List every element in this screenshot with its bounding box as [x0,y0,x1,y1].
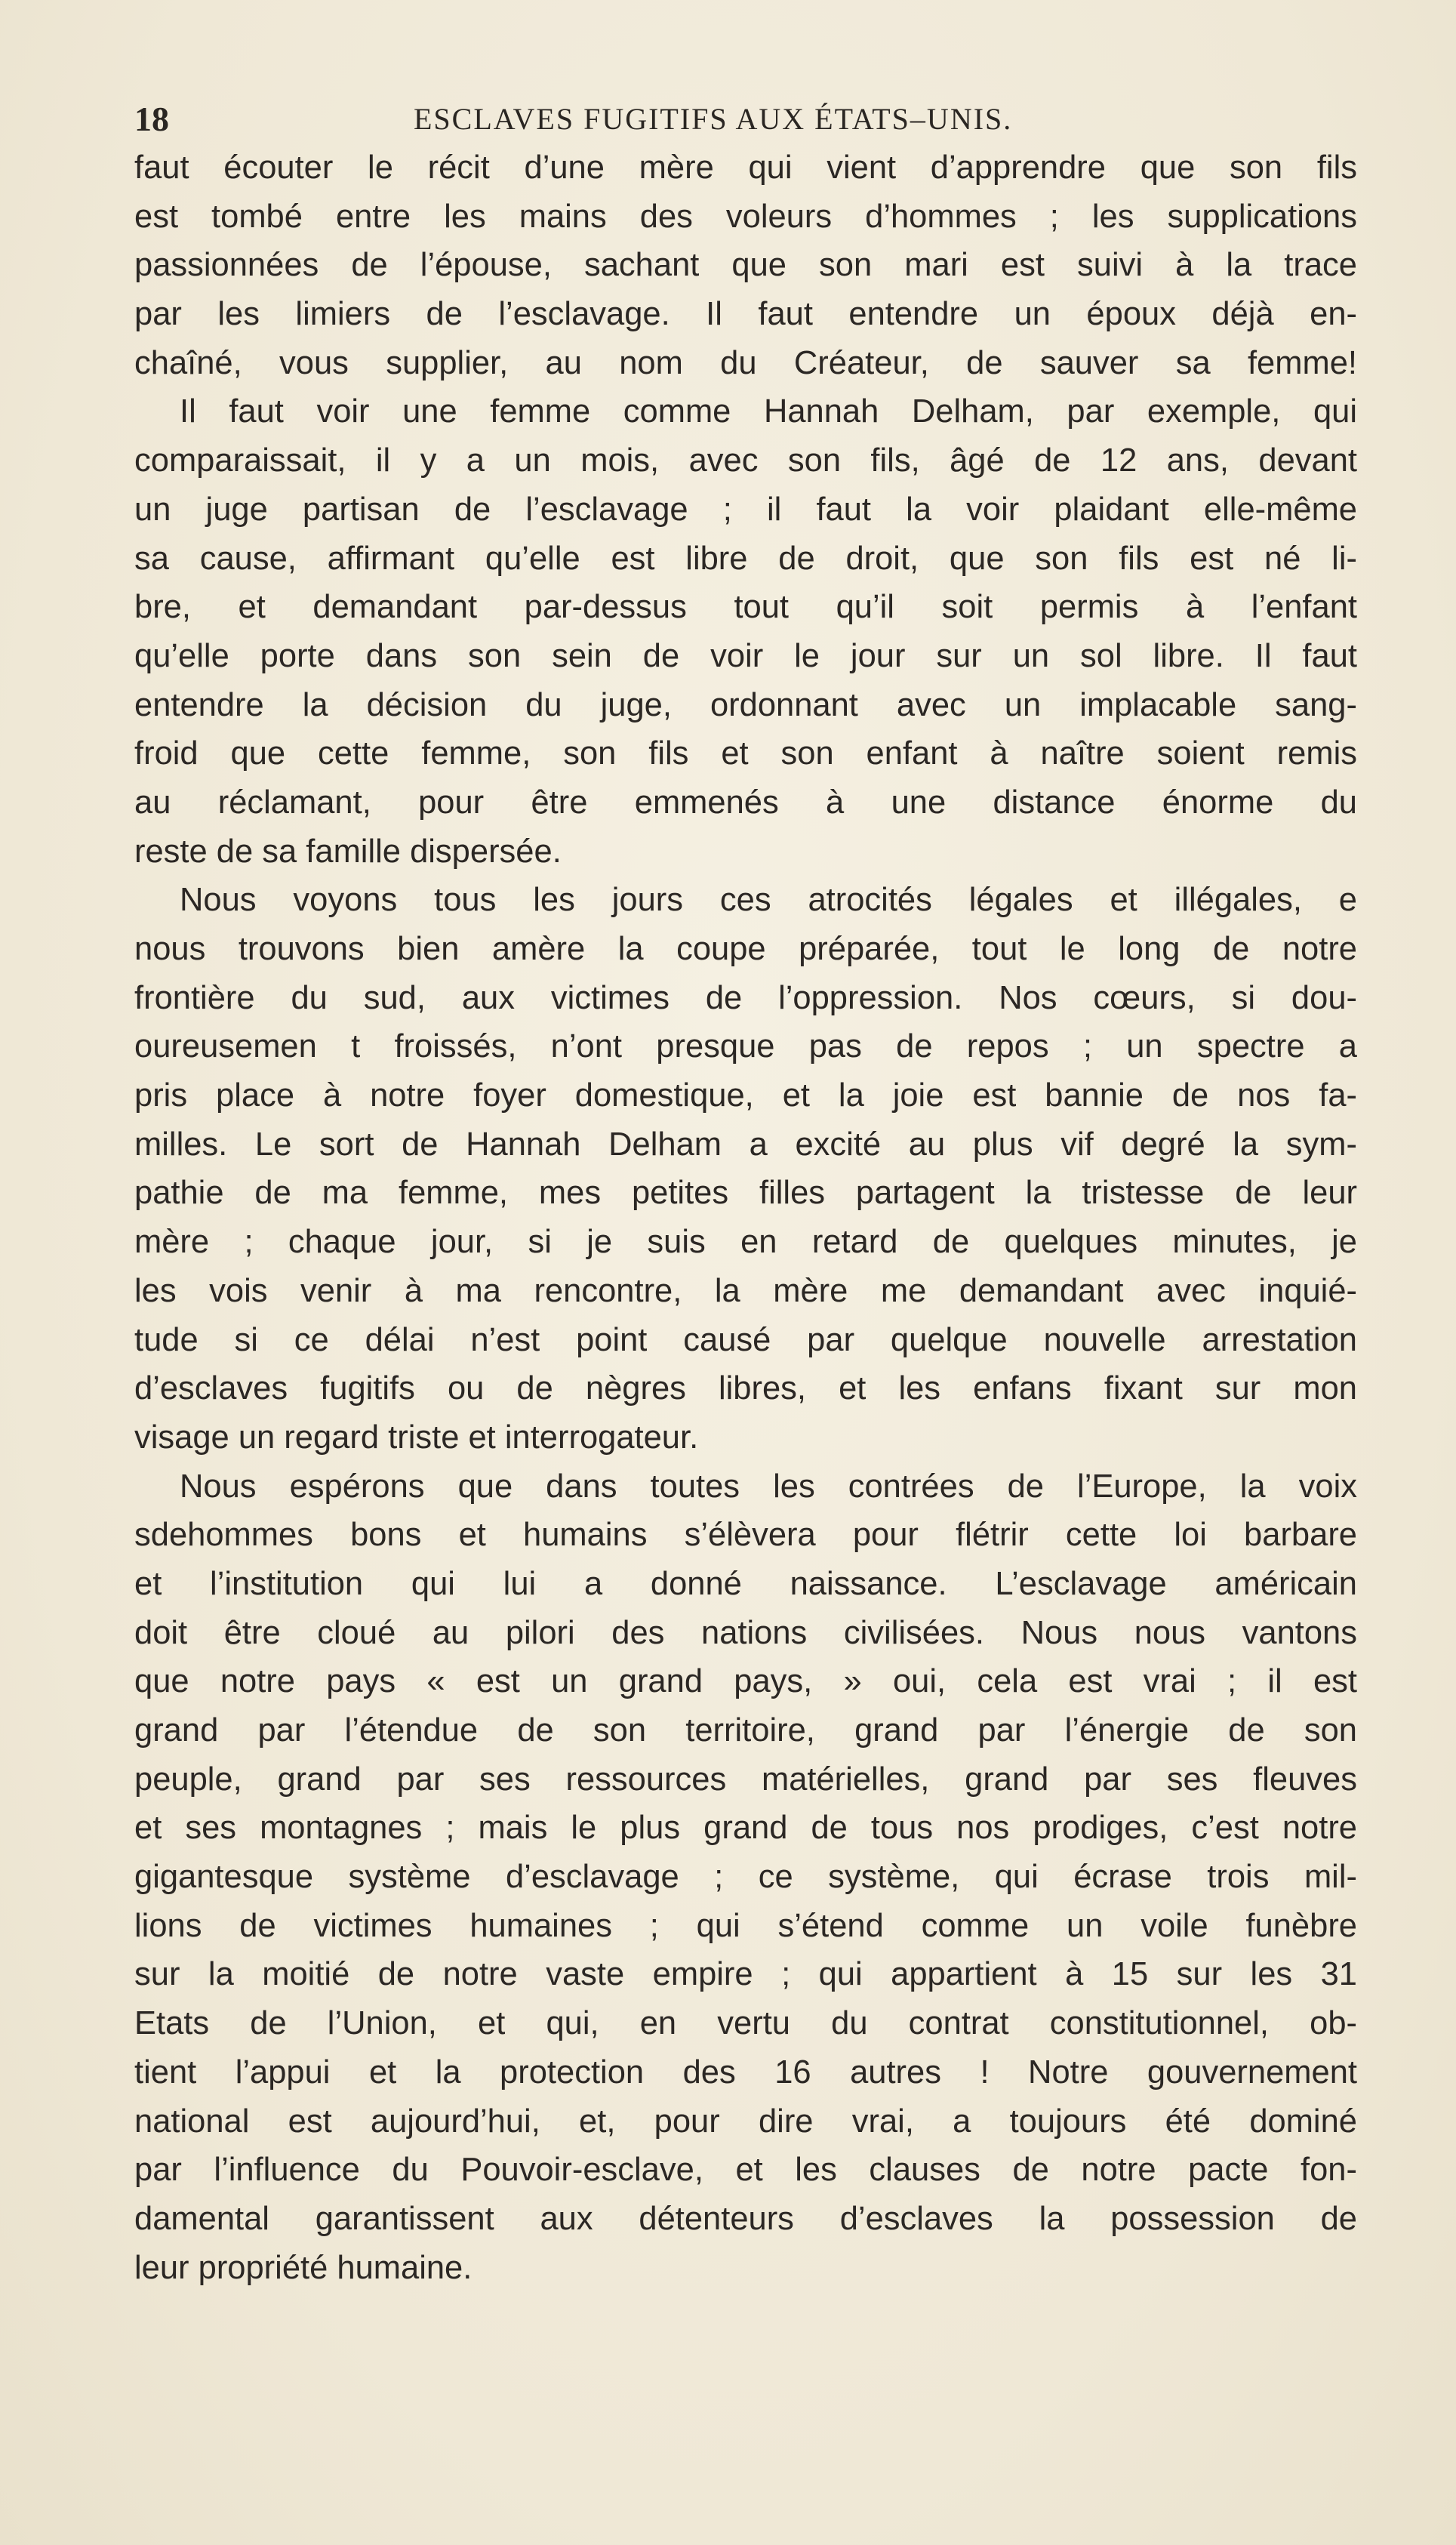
text-line: peuple, grand par ses ressources matérielles, grand par ses fleuves [134,1761,1357,1798]
text-line: et ses montagnes ; mais le plus grand de tous nos prodiges, c’est notre [134,1810,1357,1847]
text-line: sa cause, affirmant qu’elle est libre de droit, que son fils est né li- [134,540,1357,577]
text-line: lions de victimes humaines ; qui s’étend comme un voile funèbre [134,1907,1357,1944]
text-line: par l’influence du Pouvoir-esclave, et les clauses de notre pacte fon- [134,2152,1357,2189]
text-line: les vois venir à ma rencontre, la mère me demandant avec inquié- [134,1272,1357,1309]
text-line: reste de sa famille dispersée. [134,833,562,870]
text-line: oureusemen t froissés, n’ont presque pas de repos ; un spectre a [134,1028,1357,1065]
text-line: grand par l’étendue de son territoire, grand par l’énergie de son [134,1712,1357,1749]
text-line: par les limiers de l’esclavage. Il faut entendre un époux déjà en- [134,296,1357,333]
text-line: tient l’appui et la protection des 16 autres ! Notre gouvernement [134,2054,1357,2091]
text-line: mère ; chaque jour, si je suis en retard de quelques minutes, je [134,1224,1357,1261]
text-line: et l’institution qui lui a donné naissance. L’esclavage américain [134,1565,1357,1602]
body-text [134,143,1357,2292]
text-line: damental garantissent aux détenteurs d’esclaves la possession de [134,2200,1357,2237]
text-line: pris place à notre foyer domestique, et la joie est bannie de nos fa- [134,1077,1357,1114]
text-line: est tombé entre les mains des voleurs d’hommes ; les supplications [134,198,1357,235]
text-line: faut écouter le récit d’une mère qui vient d’apprendre que son fils [134,149,1357,186]
text-line: Il faut voir une femme comme Hannah Delham, par exemple, qui [180,393,1357,430]
text-line: leur propriété humaine. [134,2249,473,2286]
text-line: un juge partisan de l’esclavage ; il faut la voir plaidant elle-même [134,491,1357,528]
text-line: tude si ce délai n’est point causé par quelque nouvelle arrestation [134,1321,1357,1358]
text-line: milles. Le sort de Hannah Delham a excité au plus vif degré la sym- [134,1126,1357,1163]
text-line: entendre la décision du juge, ordonnant avec un implacable sang- [134,686,1357,723]
text-line: passionnées de l’épouse, sachant que son mari est suivi à la trace [134,247,1357,284]
text-line: comparaissait, il y a un mois, avec son fils, âgé de 12 ans, devant [134,442,1357,479]
text-line: Etats de l’Union, et qui, en vertu du contrat constitutionnel, ob- [134,2005,1357,2042]
text-line: au réclamant, pour être emmenés à une distance énorme du [134,784,1357,821]
text-line: bre, et demandant par-dessus tout qu’il soit permis à l’enfant [134,589,1357,626]
text-line: nous trouvons bien amère la coupe préparée, tout le long de notre [134,931,1357,967]
text-line: frontière du sud, aux victimes de l’oppression. Nos cœurs, si dou- [134,979,1357,1016]
text-line: qu’elle porte dans son sein de voir le jour sur un sol libre. Il faut [134,637,1357,674]
text-line: Nous voyons tous les jours ces atrocités légales et illégales, e [180,882,1357,919]
text-line: sdehommes bons et humains s’élèvera pour flétrir cette loi barbare [134,1517,1357,1554]
text-line: d’esclaves fugitifs ou de nègres libres, et les enfans fixant sur mon [134,1370,1357,1407]
page-header [134,97,1350,142]
page-number: 18 [134,100,169,138]
text-line: doit être cloué au pilori des nations civilisées. Nous nous vantons [134,1614,1357,1651]
text-line: froid que cette femme, son fils et son enfant à naître soient remis [134,735,1357,772]
running-title: ESCLAVES FUGITIFS AUX ÉTATS–UNIS. [414,102,1013,136]
text-line: national est aujourd’hui, et, pour dire vrai, a toujours été dominé [134,2103,1357,2140]
text-line: visage un regard triste et interrogateur. [134,1419,699,1456]
text-line: que notre pays « est un grand pays, » oui, cela est vrai ; il est [134,1663,1357,1700]
text-line: gigantesque système d’esclavage ; ce système, qui écrase trois mil- [134,1859,1357,1896]
text-line: pathie de ma femme, mes petites filles partagent la tristesse de leur [134,1175,1357,1212]
text-line: Nous espérons que dans toutes les contrées de l’Europe, la voix [180,1468,1357,1505]
text-line: chaîné, vous supplier, au nom du Créateur, de sauver sa femme! [134,344,1357,381]
text-line: sur la moitié de notre vaste empire ; qui appartient à 15 sur les 31 [134,1956,1357,1993]
